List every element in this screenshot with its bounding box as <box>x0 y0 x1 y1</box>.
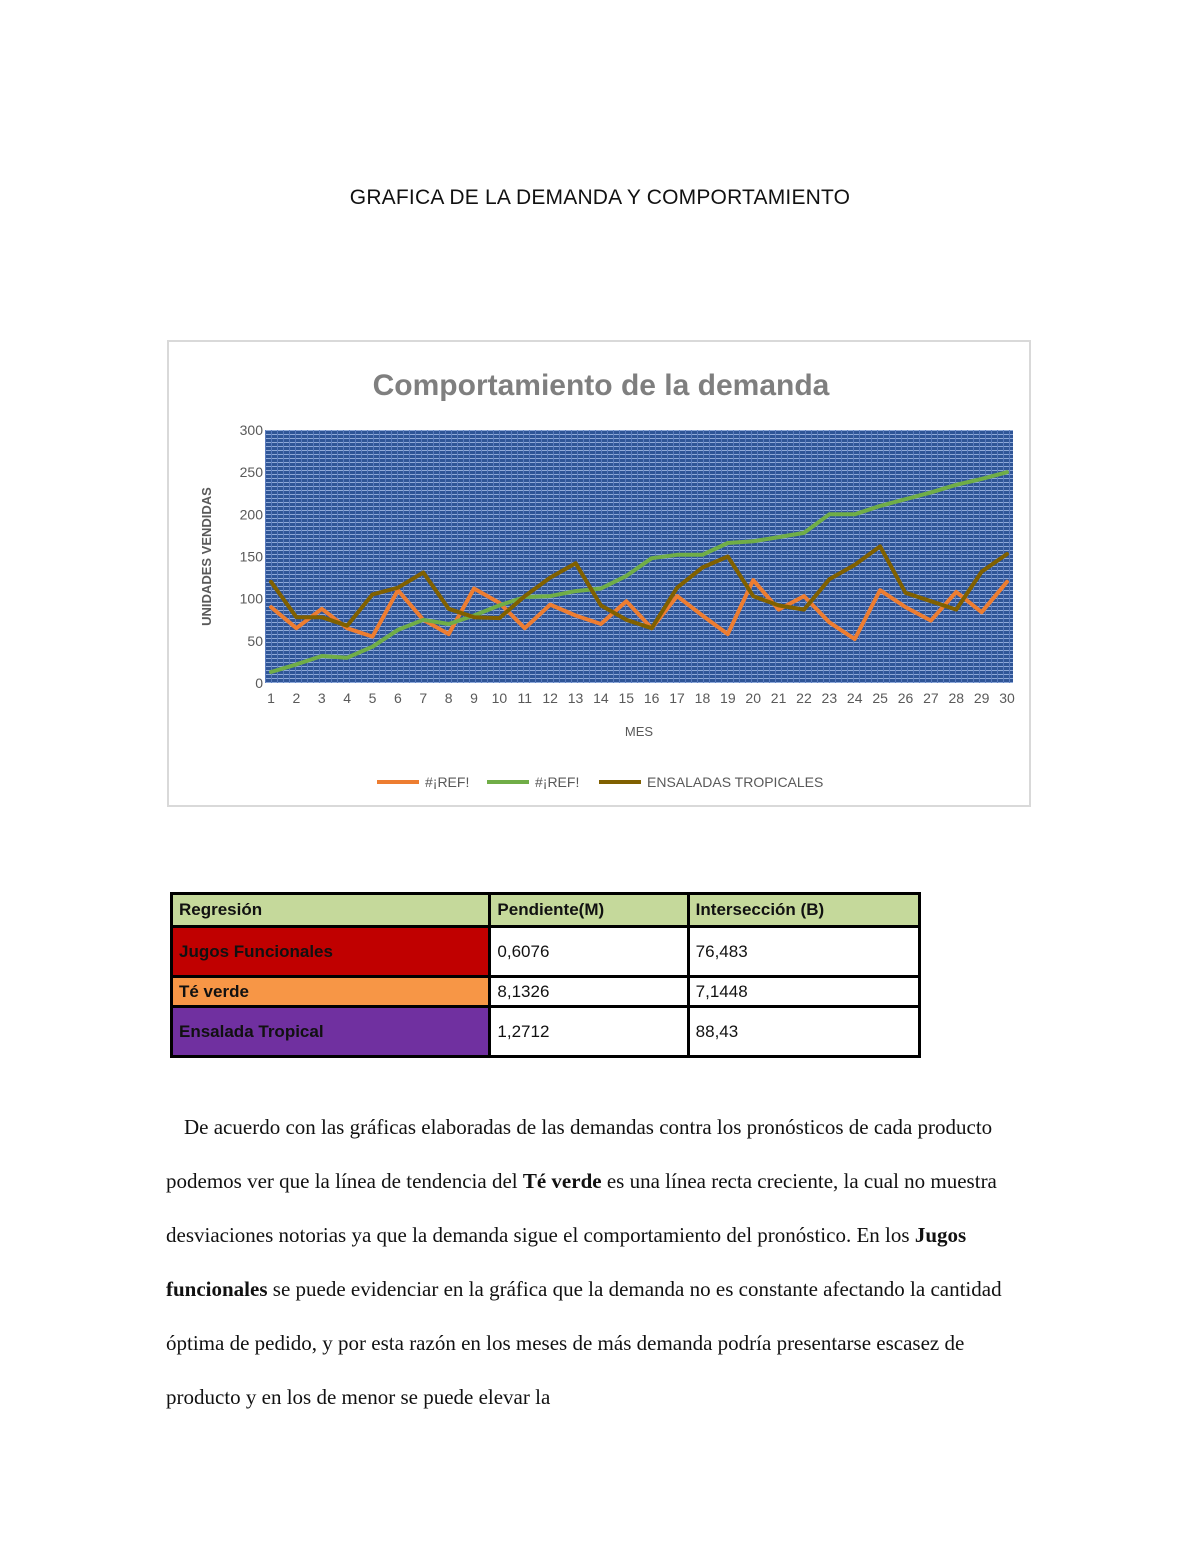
row-intercept: 88,43 <box>688 1007 919 1057</box>
legend-label: #¡REF! <box>535 774 580 790</box>
x-tick-label: 28 <box>948 690 965 706</box>
regression-table <box>170 892 921 1058</box>
x-tick-label: 27 <box>923 690 939 706</box>
row-slope: 1,2712 <box>490 1007 688 1057</box>
x-tick-label: 26 <box>897 690 914 706</box>
legend-label: ENSALADAS TROPICALES <box>647 774 824 790</box>
header-slope: Pendiente(M) <box>490 894 688 927</box>
x-tick-label: 4 <box>343 690 352 706</box>
row-slope: 8,1326 <box>490 977 688 1007</box>
x-tick-label: 14 <box>593 690 609 706</box>
row-label-te-verde: Té verde <box>172 977 490 1007</box>
x-tick-label: 25 <box>872 690 888 706</box>
x-tick-label: 8 <box>444 690 453 706</box>
paragraph-text: es una línea recta creciente, la cual no muestra desviaciones notorias ya que la demanda sigue el comportamiento del pronóstico. En los <box>166 1169 997 1247</box>
row-intercept: 76,483 <box>688 927 919 977</box>
x-tick-label: 5 <box>368 690 377 706</box>
paragraph-text: De acuerdo con las gráficas elaboradas de las demandas contra los pronósticos de cada producto podemos ver que la línea de tendencia del <box>166 1115 993 1193</box>
paragraph-bold-jugos: Jugos funcionales <box>166 1223 967 1301</box>
x-tick-label: 21 <box>770 690 787 706</box>
x-tick-label: 9 <box>470 690 478 706</box>
demand-chart <box>167 340 1031 807</box>
legend-label: #¡REF! <box>425 774 470 790</box>
y-tick-label: 100 <box>239 590 263 607</box>
x-tick-label: 20 <box>745 690 761 706</box>
demand-chart-svg <box>169 342 1029 805</box>
table-row <box>172 977 920 1007</box>
table-header-row <box>172 894 920 927</box>
x-tick-label: 23 <box>821 690 838 706</box>
x-tick-label: 1 <box>267 690 275 706</box>
chart-title: Comportamiento de la demanda <box>372 369 830 402</box>
chart-legend <box>377 774 823 790</box>
x-tick-label: 2 <box>292 690 301 706</box>
x-tick-label: 18 <box>694 690 711 706</box>
x-tick-label: 13 <box>567 690 584 706</box>
x-tick-label: 15 <box>618 690 635 706</box>
y-axis-label: UNIDADES VENDIDAS <box>199 487 214 626</box>
x-tick-label: 30 <box>999 690 1015 706</box>
x-tick-label: 22 <box>796 690 812 706</box>
y-tick-label: 150 <box>239 548 263 565</box>
analysis-paragraph <box>166 1100 1041 1424</box>
x-tick-label: 17 <box>669 690 685 706</box>
x-tick-label: 3 <box>317 690 326 706</box>
row-intercept: 7,1448 <box>688 977 919 1007</box>
paragraph-text: se puede evidenciar en la gráfica que la demanda no es constante afectando la cantidad óptima de pedido, y por esta razón en los meses de más demanda podría presentarse escasez de producto y en los de menor se puede elevar la <box>166 1277 1002 1409</box>
document-heading: GRAFICA DE LA DEMANDA Y COMPORTAMIENTO <box>349 186 851 209</box>
table-row <box>172 927 920 977</box>
x-tick-label: 10 <box>491 690 508 706</box>
x-tick-label: 16 <box>643 690 660 706</box>
y-tick-label: 250 <box>239 464 263 481</box>
header-regression: Regresión <box>172 894 490 927</box>
header-intercept: Intersección (B) <box>688 894 919 927</box>
row-label-ensalada: Ensalada Tropical <box>172 1007 490 1057</box>
x-axis-ticks <box>267 690 1015 706</box>
x-tick-label: 12 <box>542 690 558 706</box>
x-tick-label: 29 <box>973 690 990 706</box>
x-tick-label: 6 <box>393 690 402 706</box>
y-tick-label: 200 <box>239 506 263 523</box>
y-tick-label: 0 <box>255 675 263 691</box>
row-slope: 0,6076 <box>490 927 688 977</box>
y-tick-label: 300 <box>239 422 263 438</box>
y-tick-label: 50 <box>247 632 263 649</box>
x-tick-label: 7 <box>419 690 428 706</box>
table-row <box>172 1007 920 1057</box>
y-axis-ticks <box>240 422 264 691</box>
x-tick-label: 11 <box>517 690 533 706</box>
x-tick-label: 19 <box>720 690 736 706</box>
row-label-jugos: Jugos Funcionales <box>172 927 490 977</box>
x-tick-label: 24 <box>846 690 863 706</box>
paragraph-bold-te-verde: Té verde <box>522 1169 602 1193</box>
x-axis-label: MES <box>624 724 654 739</box>
